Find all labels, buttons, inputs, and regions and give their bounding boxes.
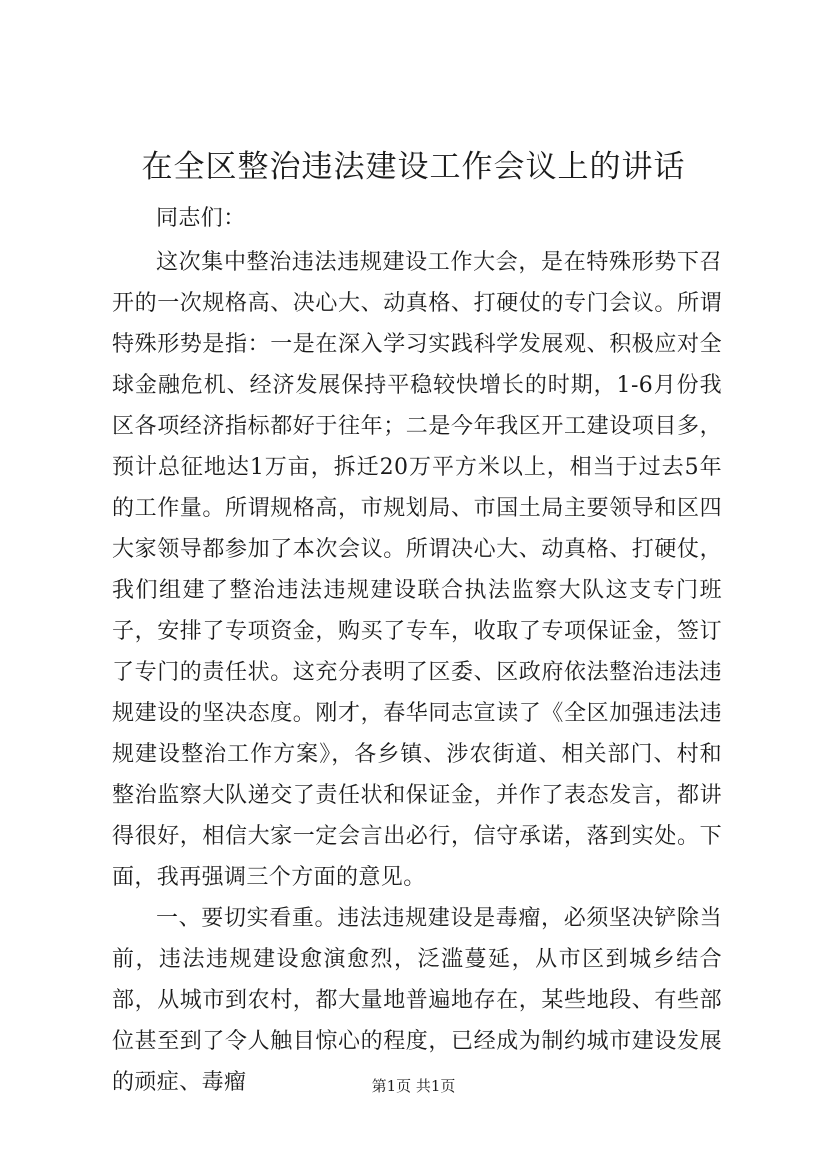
salutation: 同志们：	[156, 206, 246, 231]
paragraph-section-one: 一、要切实看重。违法违规建设是毒瘤，必须坚决铲除当前，违法违规建设愈演愈烈，泛滥蔓延，从市区到城乡结合部，从城市到农村，都大量地普遍地存在，某些地段、有些部位甚至到了令人触目惊心的程度，已经成为制约城市建设发展的顽症、毒瘤	[112, 906, 722, 1095]
document-body	[112, 198, 722, 1103]
paragraph-intro: 这次集中整治违法违规建设工作大会，是在特殊形势下召开的一次规格高、决心大、动真格、打硬仗的专门会议。所谓特殊形势是指：一是在深入学习实践科学发展观、积极应对全球金融危机、经济发展保持平稳较快增长的时期，1-6月份我区各项经济指标都好于往年；二是今年我区开工建设项目多，预计总征地达1万亩，拆迁20万平方米以上，相当于过去5年的工作量。所谓规格高，市规划局、市国土局主要领导和区四大家领导都参加了本次会议。所谓决心大、动真格、打硬仗，我们组建了整治违法违规建设联合执法监察大队这支专门班子，安排了专项资金，购买了专车，收取了专项保证金，签订了专门的责任状。这充分表明了区委、区政府依法整治违法违规建设的坚决态度。刚才，春华同志宣读了《全区加强违法违规建设整治工作方案》，各乡镇、涉农街道、相关部门、村和整治监察大队递交了责任状和保证金，并作了表态发言，都讲得很好，相信大家一定会言出必行，信守承诺，落到实处。下面，我再强调三个方面的意见。	[112, 250, 722, 890]
page-footer: 第1页 共1页	[371, 1077, 456, 1095]
document-title: 在全区整治违法建设工作会议上的讲话	[141, 149, 686, 185]
